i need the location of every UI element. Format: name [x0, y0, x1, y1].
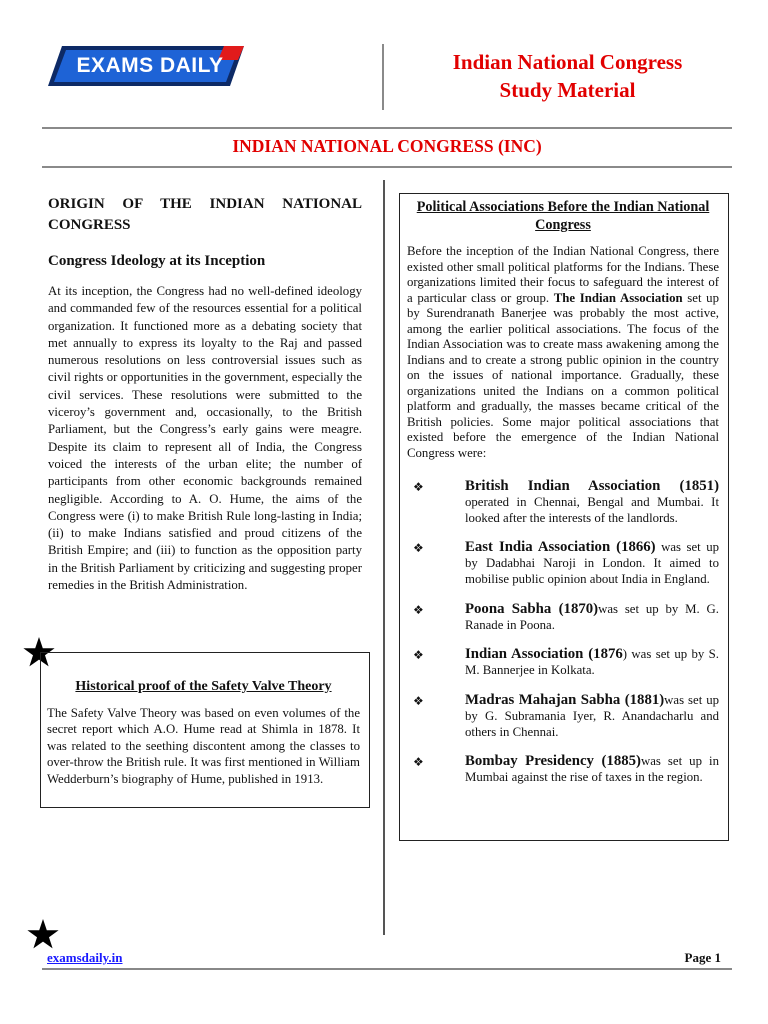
left-column: [48, 194, 362, 594]
subheading-ideology: Congress Ideology at its Inception: [48, 253, 266, 269]
diamond-bullet-icon: ❖: [413, 541, 424, 556]
list-item: [407, 647, 719, 679]
diamond-bullet-icon: ❖: [413, 480, 424, 494]
heading-rule-top: [42, 127, 732, 129]
association-desc: was set up by M. G. Ranade in Poona.: [465, 601, 719, 632]
associations-list: [407, 479, 719, 786]
association-name: East India Association (1866): [465, 539, 656, 556]
exams-daily-logo: [48, 44, 244, 88]
column-divider: [383, 180, 385, 935]
safety-valve-title: Historical proof of the Safety Valve Theory: [75, 679, 332, 694]
intro-part2: set up by Surendranath Banerjee was probably the most active, among the earlier political associations. The focus of the Indian Association was to create mass awakening among the Indians and to create a strong public opinion in the country on the issues of national importance. Gradually, these organizations united the Indians on a common political platform and gradually, the masses became critical of the British policies. Some major political associations that existed before the emergence of the Indian National Congress were:: [407, 290, 719, 460]
safety-valve-box: [40, 652, 370, 808]
political-associations-box: [399, 193, 729, 841]
diamond-bullet-icon: ❖: [413, 755, 424, 770]
diamond-bullet-icon: ❖: [413, 602, 424, 617]
association-name: Poona Sabha (1870): [465, 600, 599, 617]
safety-valve-text: The Safety Valve Theory was based on even volumes of the secret report which A.O. Hume read at Shimla in 1878. It was related to the seething discontent among the classes to over-throw the British rule. It was first mentioned in William Wedderburn’s biography of Hume, published in 1913.: [47, 706, 360, 786]
ideology-paragraph: At its inception, the Congress had no well-defined ideology and commanded few of the resources essential for a political organization. It functioned more as a debating society that met annually to express its loyalty to the Raj and passed numerous resolutions on less controversial issues such as civil rights or opportunities in the government, especially the civil services. These resolutions were submitted to the viceroy’s government and, occasionally, to the British Parliament, but the Congress’s early gains were meagre. Despite its claim to represent all of India, the Congress voiced the interests of the urban elite; the number of participants from other economic backgrounds remained negligible. According to A. O. Hume, the aims of the Congress were (i) to make British Rule long-lasting in India; (ii) to make Indians satisfied and proud citizens of the British Empire; and (iii) to function as the opposition party in the British Parliament by criticizing and suggesting proper remedies in the British Administration.: [48, 284, 362, 593]
page-number: Page 1: [684, 950, 721, 965]
footer-rule: [42, 968, 732, 970]
association-name: Indian Association (1876: [465, 646, 623, 663]
association-desc: was set up in Mumbai against the rise of taxes in the region.: [465, 754, 719, 785]
logo-text: EXAMS DAILY: [76, 54, 224, 77]
diamond-bullet-icon: ❖: [413, 648, 424, 663]
diamond-bullet-icon: ❖: [413, 693, 424, 708]
intro-bold: The Indian Association: [553, 290, 683, 305]
heading-rule-bottom: [42, 166, 732, 168]
association-desc: was set up by Dadabhai Naroji in London. It aimed to mobilise public opinion about India in England.: [465, 540, 720, 586]
list-item: [407, 602, 719, 634]
intro-part1: Before the inception of the Indian National Congress, there existed other small political platforms for the Indians. These organizations limited their focus to safeguard the interest of a particular class or group.: [407, 244, 719, 305]
political-associations-intro: [407, 244, 719, 461]
association-name: Bombay Presidency (1885): [465, 753, 641, 770]
association-name: British Indian Association (1851): [465, 478, 719, 494]
association-desc: was set up by G. Subramania Iyer, R. Anandacharlu and others in Chennai.: [465, 692, 719, 739]
section-heading-origin: ORIGIN OF THE INDIAN NATIONAL CONGRESS: [48, 196, 362, 233]
association-desc: ) was set up by S. M. Bannerjee in Kolkata.: [465, 647, 719, 678]
header-title-line1: Indian National Congress: [452, 50, 683, 74]
association-desc: operated in Chennai, Bengal and Mumbai. It looked after the interests of the landlords.: [465, 494, 719, 525]
list-item: [407, 693, 719, 740]
footer-website-link[interactable]: examsdaily.in: [47, 950, 123, 965]
list-item: [407, 540, 719, 587]
star-icon: [26, 918, 60, 952]
list-item: [407, 479, 719, 526]
political-associations-title: Political Associations Before the Indian National Congress: [416, 199, 710, 233]
main-heading: INDIAN NATIONAL CONGRESS (INC): [232, 136, 542, 156]
association-name: Madras Mahajan Sabha (1881): [465, 691, 665, 708]
header-title: [400, 48, 735, 104]
header-title-line2: Study Material: [499, 78, 636, 102]
list-item: [407, 754, 719, 786]
header-divider: [382, 44, 384, 110]
